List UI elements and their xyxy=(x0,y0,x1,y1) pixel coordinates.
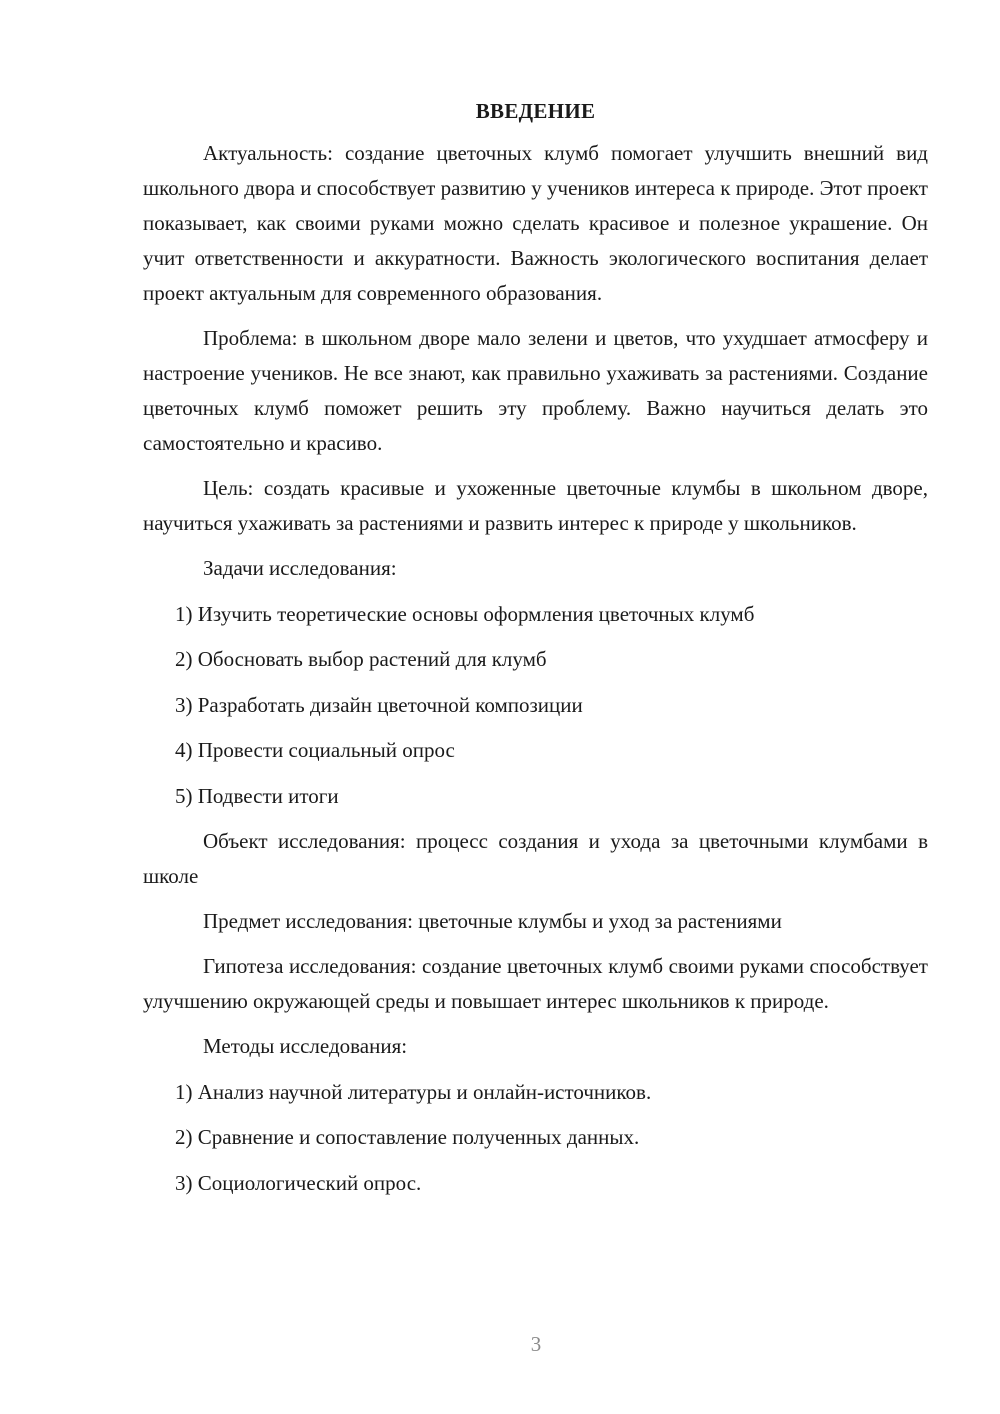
method-item-2: 2) Сравнение и сопоставление полученных данных. xyxy=(175,1125,640,1149)
document-page xyxy=(143,96,928,1211)
methods-title: Методы исследования: xyxy=(203,1034,408,1058)
method-item-3: 3) Социологический опрос. xyxy=(175,1170,422,1195)
task-item-3: 3) Разработать дизайн цветочной композиции xyxy=(175,692,583,717)
goal-paragraph: Цель: создать красивые и ухоженные цветочные клумбы в школьном дворе, научиться ухаживать за растениями и развить интерес к природе у школьников. xyxy=(143,476,928,535)
page-number: 3 xyxy=(530,1332,542,1356)
tasks-title: Задачи исследования: xyxy=(203,556,397,580)
object-paragraph: Объект исследования: процесс создания и ухода за цветочными клумбами в школе xyxy=(143,829,928,888)
task-item-2: 2) Обосновать выбор растений для клумб xyxy=(175,647,547,671)
section-heading: ВВЕДЕНИЕ xyxy=(475,99,596,123)
task-item-1: 1) Изучить теоретические основы оформления цветочных клумб xyxy=(175,601,755,626)
problem-paragraph: Проблема: в школьном дворе мало зелени и цветов, что ухудшает атмосферу и настроение учеников. Не все знают, как правильно ухаживать за растениями. Создание цветочных клумб поможет решить эту проблему. Важно научиться делать это самостоятельно и красиво. xyxy=(143,326,928,455)
relevance-paragraph: Актуальность: создание цветочных клумб помогает улучшить внешний вид школьного двора и способствует развитию у учеников интереса к природе. Этот проект показывает, как своими руками можно сделать красивое и полезное украшение. Он учит ответственности и аккуратности. Важность экологического воспитания делает проект актуальным для современного образования. xyxy=(143,141,928,305)
task-item-4: 4) Провести социальный опрос xyxy=(175,738,455,762)
subject-paragraph: Предмет исследования: цветочные клумбы и уход за растениями xyxy=(203,909,782,933)
hypothesis-paragraph: Гипотеза исследования: создание цветочных клумб своими руками способствует улучшению окружающей среды и повышает интерес школьников к природе. xyxy=(143,954,928,1013)
method-item-1: 1) Анализ научной литературы и онлайн-источников. xyxy=(175,1079,652,1104)
task-item-5: 5) Подвести итоги xyxy=(175,783,339,808)
